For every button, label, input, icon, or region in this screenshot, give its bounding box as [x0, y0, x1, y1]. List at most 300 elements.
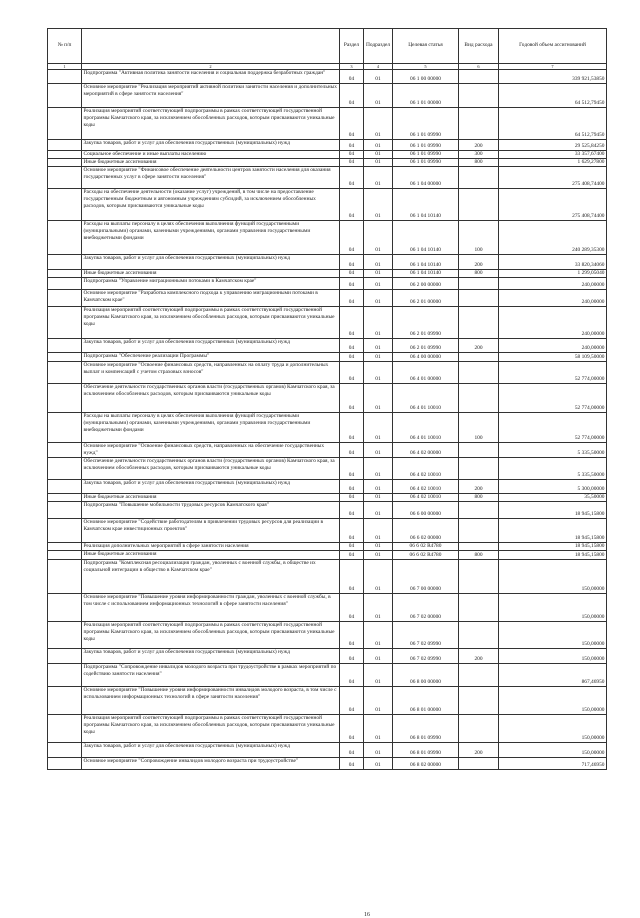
row-number: [48, 84, 82, 108]
row-amount: 240,00000: [499, 307, 607, 339]
row-expense-type: [459, 758, 499, 770]
row-section: 04: [340, 664, 364, 687]
row-subsection: 01: [364, 278, 393, 290]
row-expense-type: 200: [459, 140, 499, 151]
row-section: 04: [340, 743, 364, 758]
row-number: [48, 189, 82, 221]
table-row: [48, 758, 607, 770]
header-number: № п/п: [48, 29, 82, 64]
row-target-article: 06 1 01 09990: [393, 151, 459, 159]
row-subsection: 01: [364, 84, 393, 108]
row-target-article: 06 1 04 10140: [393, 189, 459, 221]
row-name: Основное мероприятие "Разработка комплексного подхода к управлению миграционными потоками в Камчатском крае": [82, 290, 340, 307]
row-target-article: 06 2 00 00000: [393, 278, 459, 290]
row-amount: 29 525,84250: [499, 140, 607, 151]
row-section: 04: [340, 108, 364, 140]
row-subsection: 01: [364, 594, 393, 622]
table-row: [48, 307, 607, 339]
row-subsection: 01: [364, 167, 393, 189]
row-name: Реализация мероприятий соответствующей подпрограммы в рамках соответствующей государственной программы Камчатского края, за исключением обособленных расходов, которым присваиваются уникальные коды: [82, 622, 340, 649]
row-expense-type: 800: [459, 551, 499, 560]
row-number: [48, 743, 82, 758]
row-expense-type: 200: [459, 255, 499, 270]
row-section: 04: [340, 70, 364, 84]
row-number: [48, 278, 82, 290]
table-row: [48, 687, 607, 715]
row-section: 04: [340, 519, 364, 543]
row-target-article: 06 4 02 10010: [393, 494, 459, 502]
row-expense-type: 800: [459, 270, 499, 278]
row-target-article: 06 7 02 09990: [393, 649, 459, 664]
row-name: Реализация дополнительных мероприятий в сфере занятости населения: [82, 543, 340, 551]
row-section: 04: [340, 758, 364, 770]
row-amount: 240,00000: [499, 278, 607, 290]
row-number: [48, 519, 82, 543]
row-amount: 150,00000: [499, 743, 607, 758]
row-section: 04: [340, 480, 364, 494]
row-section: 04: [340, 159, 364, 167]
table-header-row: [48, 29, 607, 64]
row-expense-type: [459, 687, 499, 715]
row-amount: 867,46950: [499, 664, 607, 687]
row-name: Реализация мероприятий соответствующей подпрограммы в рамках соответствующей государственной программы Камчатского края, за исключением обособленных расходов, которым присваиваются уникальные коды: [82, 108, 340, 140]
row-name: Реализация мероприятий соответствующей подпрограммы в рамках соответствующей государственной программы Камчатского края, за исключением обособленных расходов, которым присваиваются уникальные коды: [82, 307, 340, 339]
row-number: [48, 560, 82, 594]
row-target-article: 06 1 01 09990: [393, 140, 459, 151]
row-expense-type: [459, 543, 499, 551]
row-subsection: 01: [364, 384, 393, 413]
row-name: Основное мероприятие "Сопровождение инвалидов молодого возраста при трудоустройстве": [82, 758, 340, 770]
row-amount: 52 774,00000: [499, 413, 607, 443]
row-subsection: 01: [364, 758, 393, 770]
row-expense-type: 200: [459, 480, 499, 494]
row-name: Закупка товаров, работ и услуг для обеспечения государственных (муниципальных) нужд: [82, 480, 340, 494]
row-expense-type: [459, 560, 499, 594]
row-number: [48, 413, 82, 443]
table-row: [48, 413, 607, 443]
row-number: [48, 480, 82, 494]
row-number: [48, 353, 82, 362]
row-amount: 1 299,05040: [499, 270, 607, 278]
row-number: [48, 458, 82, 480]
row-section: 04: [340, 221, 364, 255]
row-name: Основное мероприятие "Освоение финансовых средств, направленных на оплату труда и дополнительных выплат и компенсаций с учетом страховых взносов": [82, 362, 340, 384]
header-subsection: Подраздел: [364, 29, 393, 64]
row-subsection: 01: [364, 743, 393, 758]
row-number: [48, 70, 82, 84]
row-name: Обеспечение деятельности государственных органов власти (государственных органов) Камчатского края, за исключением обособленных расходов, которым присваиваются уникальные коды: [82, 384, 340, 413]
row-subsection: 01: [364, 687, 393, 715]
row-section: 04: [340, 622, 364, 649]
row-name: Иные бюджетные ассигнования: [82, 159, 340, 167]
row-number: [48, 443, 82, 458]
row-number: [48, 494, 82, 502]
row-expense-type: [459, 519, 499, 543]
row-subsection: 01: [364, 140, 393, 151]
page-number: 16: [364, 912, 370, 918]
row-section: 04: [340, 189, 364, 221]
row-section: 04: [340, 543, 364, 551]
row-number: [48, 140, 82, 151]
row-subsection: 01: [364, 502, 393, 519]
row-target-article: 06 7 02 00000: [393, 594, 459, 622]
table-row: [48, 84, 607, 108]
row-amount: 275 408,74400: [499, 167, 607, 189]
row-number: [48, 622, 82, 649]
row-amount: 240,00000: [499, 290, 607, 307]
row-expense-type: 200: [459, 339, 499, 353]
row-section: 04: [340, 443, 364, 458]
row-number: [48, 715, 82, 743]
row-name: Иные бюджетные ассигнования: [82, 494, 340, 502]
row-subsection: 01: [364, 458, 393, 480]
row-target-article: 06 4 02 10010: [393, 458, 459, 480]
row-section: 04: [340, 594, 364, 622]
row-number: [48, 551, 82, 560]
row-subsection: 01: [364, 649, 393, 664]
row-target-article: 06 4 00 00000: [393, 353, 459, 362]
table-row: [48, 551, 607, 560]
row-name: Подпрограмма "Комплексная ресоциализация граждан, уволенных с военной службы, в обществе их социальной интеграции в общество в Камчатском крае": [82, 560, 340, 594]
row-name: Обеспечение деятельности государственных органов власти (государственных органов) Камчатского края, за исключением обособленных расходов, которым присваиваются уникальные коды: [82, 458, 340, 480]
row-number: [48, 362, 82, 384]
table-row: [48, 649, 607, 664]
row-target-article: 06 2 01 09990: [393, 339, 459, 353]
row-subsection: 01: [364, 715, 393, 743]
row-amount: 58 109,50000: [499, 353, 607, 362]
row-target-article: 06 4 01 10010: [393, 413, 459, 443]
column-number: 5: [393, 64, 459, 70]
row-amount: 33 820,34060: [499, 255, 607, 270]
row-amount: 18 945,15800: [499, 551, 607, 560]
row-number: [48, 307, 82, 339]
row-name: Социальное обеспечение и иные выплаты населению: [82, 151, 340, 159]
budget-table: [47, 28, 607, 770]
row-number: [48, 649, 82, 664]
row-name: Реализация мероприятий соответствующей подпрограммы в рамках соответствующей государственной программы Камчатского края, за исключением обособленных расходов, которым присваиваются уникальные коды: [82, 715, 340, 743]
row-name: Закупка товаров, работ и услуг для обеспечения государственных (муниципальных) нужд: [82, 339, 340, 353]
row-subsection: 01: [364, 70, 393, 84]
row-target-article: 06 1 04 10140: [393, 255, 459, 270]
table-row: [48, 664, 607, 687]
table-row: [48, 167, 607, 189]
row-number: [48, 543, 82, 551]
row-subsection: 01: [364, 290, 393, 307]
row-number: [48, 270, 82, 278]
table-row: [48, 743, 607, 758]
row-section: 04: [340, 715, 364, 743]
row-name: Основное мероприятие "Освоение финансовых средств, направленных на обеспечение государственных нужд": [82, 443, 340, 458]
document-page: [47, 28, 606, 918]
row-expense-type: [459, 458, 499, 480]
row-expense-type: [459, 384, 499, 413]
row-amount: 5 335,50000: [499, 458, 607, 480]
table-row: [48, 151, 607, 159]
table-row: [48, 502, 607, 519]
row-amount: 52 774,00000: [499, 384, 607, 413]
row-amount: 33 357,67400: [499, 151, 607, 159]
row-amount: 150,00000: [499, 622, 607, 649]
row-target-article: 06 1 01 09990: [393, 159, 459, 167]
row-target-article: 06 7 02 09990: [393, 622, 459, 649]
row-name: Закупка товаров, работ и услуг для обеспечения государственных (муниципальных) нужд: [82, 649, 340, 664]
row-subsection: 01: [364, 159, 393, 167]
row-expense-type: [459, 443, 499, 458]
row-subsection: 01: [364, 362, 393, 384]
row-target-article: 06 8 02 00000: [393, 758, 459, 770]
row-expense-type: [459, 362, 499, 384]
row-subsection: 01: [364, 622, 393, 649]
row-expense-type: [459, 278, 499, 290]
row-number: [48, 664, 82, 687]
row-section: 04: [340, 290, 364, 307]
row-subsection: 01: [364, 353, 393, 362]
row-number: [48, 502, 82, 519]
row-target-article: 06 2 01 00000: [393, 290, 459, 307]
table-row: [48, 353, 607, 362]
table-row: [48, 290, 607, 307]
row-section: 04: [340, 140, 364, 151]
row-expense-type: [459, 167, 499, 189]
table-row: [48, 159, 607, 167]
row-target-article: 06 8 01 09990: [393, 743, 459, 758]
row-expense-type: 800: [459, 159, 499, 167]
row-amount: 18 945,15800: [499, 519, 607, 543]
table-row: [48, 560, 607, 594]
table-row: [48, 384, 607, 413]
row-amount: 18 945,15800: [499, 502, 607, 519]
column-number: 4: [364, 64, 393, 70]
row-amount: 64 512,79450: [499, 84, 607, 108]
row-amount: 240,00000: [499, 339, 607, 353]
table-row: [48, 622, 607, 649]
row-subsection: 01: [364, 413, 393, 443]
row-section: 04: [340, 167, 364, 189]
row-expense-type: [459, 84, 499, 108]
row-subsection: 01: [364, 307, 393, 339]
row-number: [48, 151, 82, 159]
table-row: [48, 594, 607, 622]
table-row: [48, 270, 607, 278]
header-annual-amount: Годовой объем ассигнований: [499, 29, 607, 64]
row-expense-type: [459, 70, 499, 84]
row-name: Закупка товаров, работ и услуг для обеспечения государственных (муниципальных) нужд: [82, 743, 340, 758]
row-amount: 240 289,35300: [499, 221, 607, 255]
row-subsection: 01: [364, 270, 393, 278]
row-amount: 64 512,79450: [499, 108, 607, 140]
row-expense-type: 100: [459, 413, 499, 443]
table-body: [48, 70, 607, 770]
row-section: 04: [340, 339, 364, 353]
row-name: Расходы на выплаты персоналу в целях обеспечения выполнения функций государственными (муниципальными) органами, казенными учреждениями, органами управления государственными внебюджетными фондами: [82, 413, 340, 443]
row-name: Иные бюджетные ассигнования: [82, 551, 340, 560]
row-name: Подпрограмма "Активная политика занятости населения и социальная поддержка безработных граждан": [82, 70, 340, 84]
row-amount: 339 921,53850: [499, 70, 607, 84]
row-target-article: 06 8 00 00000: [393, 664, 459, 687]
row-number: [48, 159, 82, 167]
row-target-article: 06 6 02 00000: [393, 519, 459, 543]
row-target-article: 06 1 04 10140: [393, 221, 459, 255]
row-target-article: 06 8 01 09990: [393, 715, 459, 743]
table-row: [48, 140, 607, 151]
row-number: [48, 167, 82, 189]
row-expense-type: [459, 108, 499, 140]
row-expense-type: 800: [459, 494, 499, 502]
row-name: Основное мероприятие "Финансовое обеспечение деятельности центров занятости населения для оказания государственных услуг в сфере занятости населения": [82, 167, 340, 189]
row-subsection: 01: [364, 480, 393, 494]
row-number: [48, 687, 82, 715]
row-expense-type: [459, 715, 499, 743]
row-number: [48, 255, 82, 270]
header-section: Раздел: [340, 29, 364, 64]
row-number: [48, 384, 82, 413]
row-section: 04: [340, 362, 364, 384]
row-subsection: 01: [364, 551, 393, 560]
row-number: [48, 290, 82, 307]
table-row: [48, 458, 607, 480]
table-row: [48, 543, 607, 551]
row-expense-type: [459, 290, 499, 307]
row-target-article: 06 6 00 00000: [393, 502, 459, 519]
table-row: [48, 480, 607, 494]
row-subsection: 01: [364, 221, 393, 255]
row-name: Закупка товаров, работ и услуг для обеспечения государственных (муниципальных) нужд: [82, 140, 340, 151]
row-amount: 52 774,00000: [499, 362, 607, 384]
row-name: Подпрограмма "Обеспечение реализации Программы": [82, 353, 340, 362]
row-section: 04: [340, 270, 364, 278]
row-section: 04: [340, 502, 364, 519]
row-target-article: 06 7 00 00000: [393, 560, 459, 594]
row-target-article: 06 4 01 00000: [393, 362, 459, 384]
row-name: Подпрограмма "Сопровождение инвалидов молодого возраста при трудоустройстве в рамках мероприятий по содействию занятости населения": [82, 664, 340, 687]
row-section: 04: [340, 560, 364, 594]
table-row: [48, 443, 607, 458]
row-name: Закупка товаров, работ и услуг для обеспечения государственных (муниципальных) нужд: [82, 255, 340, 270]
header-expense-type: Вид расхода: [459, 29, 499, 64]
row-section: 04: [340, 384, 364, 413]
row-number: [48, 594, 82, 622]
table-row: [48, 339, 607, 353]
row-amount: 5 300,00000: [499, 480, 607, 494]
row-name: Основное мероприятие "Повышение уровня информированности инвалидов молодого возраста, в том числе с использованием информационных технологий в сфере занятости населения": [82, 687, 340, 715]
row-subsection: 01: [364, 543, 393, 551]
row-target-article: 06 4 01 10010: [393, 384, 459, 413]
row-section: 04: [340, 494, 364, 502]
table-row: [48, 70, 607, 84]
row-target-article: 06 1 01 09990: [393, 108, 459, 140]
row-target-article: 06 2 01 09990: [393, 307, 459, 339]
row-amount: 150,00000: [499, 687, 607, 715]
header-target-article: Целевая статья: [393, 29, 459, 64]
row-expense-type: [459, 622, 499, 649]
row-target-article: 06 1 00 00000: [393, 70, 459, 84]
row-number: [48, 758, 82, 770]
row-number: [48, 108, 82, 140]
row-target-article: 06 4 02 10010: [393, 480, 459, 494]
row-expense-type: [459, 189, 499, 221]
row-expense-type: [459, 307, 499, 339]
column-number: 2: [82, 64, 340, 70]
row-target-article: 06 1 01 00000: [393, 84, 459, 108]
column-number: 3: [340, 64, 364, 70]
row-subsection: 01: [364, 255, 393, 270]
row-subsection: 01: [364, 664, 393, 687]
row-name: Иные бюджетные ассигнования: [82, 270, 340, 278]
row-amount: 5 335,50000: [499, 443, 607, 458]
row-number: [48, 339, 82, 353]
row-expense-type: [459, 664, 499, 687]
row-expense-type: 100: [459, 221, 499, 255]
table-row: [48, 108, 607, 140]
row-amount: 275 408,74400: [499, 189, 607, 221]
row-expense-type: 300: [459, 151, 499, 159]
table-row: [48, 519, 607, 543]
row-expense-type: [459, 353, 499, 362]
table-row: [48, 362, 607, 384]
row-target-article: 06 4 02 00000: [393, 443, 459, 458]
row-number: [48, 221, 82, 255]
row-amount: 18 945,15800: [499, 543, 607, 551]
row-section: 04: [340, 353, 364, 362]
row-name: Основное мероприятие "Содействие работодателям в привлечении трудовых ресурсов для реализации в Камчатском крае инвестиционных проектов": [82, 519, 340, 543]
row-section: 04: [340, 413, 364, 443]
row-amount: 717,46950: [499, 758, 607, 770]
row-target-article: 06 6 02 R4780: [393, 543, 459, 551]
row-subsection: 01: [364, 494, 393, 502]
row-name: Основное мероприятие "Повышение уровня информированности граждан, уволенных с военной службы, в том числе с использованием информационных технологий в сфере занятости населения": [82, 594, 340, 622]
row-amount: 150,00000: [499, 594, 607, 622]
row-amount: 1 629,27800: [499, 159, 607, 167]
row-subsection: 01: [364, 519, 393, 543]
row-subsection: 01: [364, 443, 393, 458]
row-section: 04: [340, 151, 364, 159]
row-name: Основное мероприятие "Реализация мероприятий активной политики занятости населения и дополнительных мероприятий в сфере занятости населения": [82, 84, 340, 108]
row-section: 04: [340, 307, 364, 339]
table-row: [48, 255, 607, 270]
row-expense-type: 200: [459, 743, 499, 758]
row-section: 04: [340, 84, 364, 108]
row-section: 04: [340, 649, 364, 664]
row-subsection: 01: [364, 560, 393, 594]
row-subsection: 01: [364, 339, 393, 353]
table-row: [48, 715, 607, 743]
row-section: 04: [340, 551, 364, 560]
row-subsection: 01: [364, 151, 393, 159]
row-name: Расходы на выплаты персоналу в целях обеспечения выполнения функций государственными (муниципальными) органами, казенными учреждениями, органами управления государственными внебюджетными фондами: [82, 221, 340, 255]
header-name: [82, 29, 340, 64]
row-expense-type: [459, 594, 499, 622]
row-target-article: 06 1 04 00000: [393, 167, 459, 189]
row-name: Расходы на обеспечение деятельности (оказание услуг) учреждений, в том числе на предоставление государственным бюджетным и автономным учреждениям субсидий, за исключением обособленных расходов, которым присваиваются уникальные коды: [82, 189, 340, 221]
row-section: 04: [340, 278, 364, 290]
row-expense-type: [459, 502, 499, 519]
row-amount: 150,00000: [499, 649, 607, 664]
row-subsection: 01: [364, 189, 393, 221]
row-amount: 150,00000: [499, 715, 607, 743]
table-row: [48, 278, 607, 290]
column-number: 1: [48, 64, 82, 70]
row-target-article: 06 6 02 R4780: [393, 551, 459, 560]
row-amount: 150,00000: [499, 560, 607, 594]
table-row: [48, 189, 607, 221]
table-row: [48, 494, 607, 502]
column-number: 7: [499, 64, 607, 70]
row-name: Подпрограмма "Управление миграционными потоками в Камчатском крае": [82, 278, 340, 290]
table-row: [48, 221, 607, 255]
column-number: 6: [459, 64, 499, 70]
row-amount: 35,50000: [499, 494, 607, 502]
row-name: Подпрограмма "Повышение мобильности трудовых ресурсов Камчатского края": [82, 502, 340, 519]
